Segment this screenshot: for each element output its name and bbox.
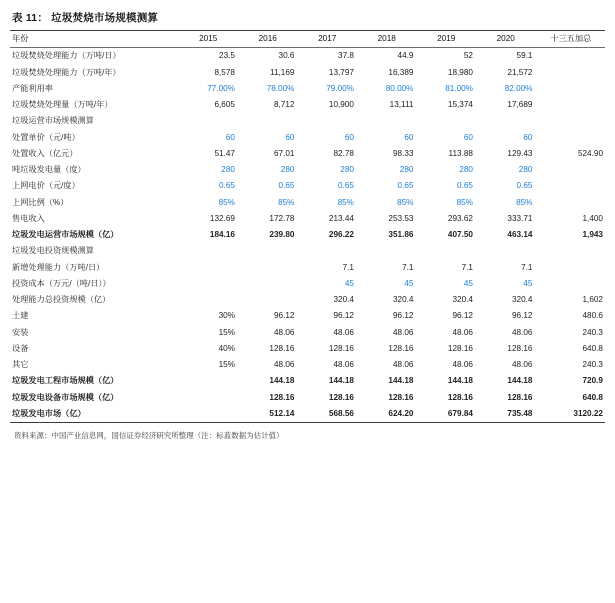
row-value: 128.16 [328,343,354,353]
row-value: 48.06 [452,360,473,369]
row-value: 48.06 [273,327,295,337]
table-row [10,48,605,65]
row-total [534,65,605,81]
row-total [534,81,605,97]
row-value: 6,605 [214,100,235,109]
row-value: 280 [280,165,295,174]
row-label: 处置单价（元/吨） [12,132,80,142]
row-value: 48.06 [511,360,533,369]
row-value: 8,712 [273,100,295,109]
row-value: 85% [516,197,533,207]
row-value: 17,689 [507,100,533,109]
row-label: 土建 [12,311,29,321]
table-row [10,178,605,194]
row-value: 333.71 [507,213,533,223]
row-value: 296.22 [328,230,354,239]
row-label: 其它 [12,360,29,369]
row-value: 16,389 [388,67,414,77]
table-row [10,211,605,227]
row-value: 0.65 [278,181,295,191]
table-row [10,308,605,324]
row-value: 60 [463,132,473,142]
row-value: 213.44 [328,213,354,223]
table-row [10,130,605,146]
row-value: 15% [218,327,235,337]
row-value: 239.80 [269,230,295,239]
row-value: 320.4 [392,295,414,304]
row-value [296,113,356,129]
row-value: 735.48 [475,406,535,423]
row-value: 15% [218,360,235,369]
row-value: 48.06 [333,327,354,337]
row-value: 280 [459,165,473,174]
row-value: 280 [399,165,414,174]
row-value: 132.69 [209,213,235,223]
row-total: 240.3 [582,360,603,369]
row-value: 60 [285,132,295,142]
row-value: 7.1 [342,262,354,272]
row-value: 320.4 [452,295,473,304]
row-value: 96.12 [452,311,473,321]
row-value: 8,578 [214,67,235,77]
row-total: 480.6 [582,311,603,321]
row-value: 82.00% [504,83,533,93]
row-value: 85% [397,197,414,207]
row-total: 240.3 [582,327,603,337]
row-label: 垃圾焚烧处理量（万吨/年） [12,100,113,109]
row-value: 128.16 [388,343,414,353]
row-value: 0.65 [397,181,414,191]
row-value: 48.06 [333,360,354,369]
row-value: 79.00% [326,83,354,93]
row-label: 安装 [12,327,29,337]
table-row [10,390,605,406]
row-label: 售电收入 [12,213,45,223]
row-value [237,113,297,129]
row-value: 48.06 [392,327,414,337]
row-value: 85% [337,197,354,207]
row-value [475,243,535,259]
row-value: 60 [404,132,414,142]
row-value [475,113,535,129]
row-value: 30% [218,311,235,321]
header-total: 十三五加总 [534,31,605,48]
row-value: 128.16 [447,343,473,353]
table-row [10,292,605,308]
row-value [415,113,475,129]
row-value: 7.1 [461,262,473,272]
row-value: 96.12 [392,311,414,321]
row-value [177,243,237,259]
row-value: 80.00% [385,83,414,93]
row-value: 85% [456,197,473,207]
row-value [237,243,297,259]
row-value: 67.01 [273,148,295,158]
row-value: 172.78 [269,213,295,223]
row-value [177,113,237,129]
row-label: 垃圾运营市场规模测算 [12,116,94,126]
row-value: 128.16 [269,343,295,353]
row-value: 0.65 [457,181,473,191]
table-row [10,162,605,178]
table-row [10,97,605,113]
row-value: 98.33 [392,148,414,158]
row-value [296,243,356,259]
row-value [177,292,237,308]
row-total: 1,943 [582,230,603,239]
header-year-2016: 2016 [237,31,297,48]
row-total [534,113,605,129]
row-value: 78.00% [266,83,295,93]
row-value: 48.06 [273,360,295,369]
row-value: 144.18 [328,376,354,386]
header-label: 年份 [10,31,177,48]
row-value: 51.47 [214,148,235,158]
row-label: 垃圾发电投资规模测算 [12,246,94,256]
row-total: 3120.22 [534,406,605,423]
row-label: 上网比例（%） [12,197,69,207]
row-value [177,276,237,292]
row-value: 45 [344,278,354,288]
row-value [237,292,297,308]
row-value: 128.16 [507,343,533,353]
row-value: 23.5 [219,51,235,61]
row-label: 设备 [12,343,29,353]
row-value [415,243,475,259]
row-value [177,390,237,406]
table-row [10,357,605,373]
row-total [534,178,605,194]
row-value: 60 [523,132,533,142]
row-total [534,276,605,292]
row-value: 512.14 [237,406,297,423]
table-title: 表 11： 垃圾焚烧市场规模测算 [12,12,159,24]
row-value: 96.12 [273,311,295,321]
row-label: 垃圾焚烧处理能力（万吨/年） [12,67,121,77]
row-value [356,113,416,129]
row-value: 7.1 [402,262,414,272]
table-row [10,406,605,423]
table-source-note: 资料来源：中国产业信息网，国信证券经济研究所整理（注：标蓝数据为估计值） [14,431,284,440]
table-row [10,227,605,243]
header-year-2020: 2020 [475,31,535,48]
row-total [534,162,605,178]
row-label: 垃圾焚烧处理能力（万吨/日） [12,51,121,61]
row-value: 45 [404,278,414,288]
row-value: 280 [221,165,235,174]
table-body [10,31,605,423]
row-total: 720.9 [582,376,603,386]
row-value: 7.1 [521,262,533,272]
row-total [534,97,605,113]
row-value [237,260,297,276]
row-label: 垃圾发电运营市场规模（亿） [12,230,119,239]
row-total [534,260,605,276]
row-total: 1,400 [582,213,603,223]
row-value: 45 [523,278,533,288]
row-value: 13,797 [328,67,354,77]
row-value: 293.62 [447,213,473,223]
row-value: 85% [278,197,295,207]
header-year-2015: 2015 [177,31,237,48]
row-label: 垃圾发电设备市场规模（亿） [12,392,119,402]
row-value: 15,374 [447,100,473,109]
row-value: 144.18 [507,376,533,386]
row-total [534,48,605,65]
row-value: 184.16 [209,230,235,239]
row-value: 60 [225,132,235,142]
row-value: 18,980 [447,67,473,77]
row-value: 52 [463,51,473,61]
row-value: 13,111 [389,100,414,109]
row-total [534,130,605,146]
row-value: 129.43 [507,148,533,158]
row-label: 新增处理能力（万吨/日） [12,262,105,272]
row-value: 280 [340,165,354,174]
row-value: 60 [344,132,354,142]
table-row [10,81,605,97]
row-value [237,276,297,292]
market-size-table [10,30,605,423]
table-row [10,243,605,259]
row-value: 45 [463,278,473,288]
table-row [10,276,605,292]
row-value: 0.65 [516,181,533,191]
row-label: 投资成本（万元/（吨/日）） [12,278,111,288]
table-row [10,373,605,389]
row-value [356,243,416,259]
row-value: 96.12 [333,311,354,321]
row-value: 85% [218,197,235,207]
row-value: 21,572 [507,67,533,77]
row-value: 144.18 [447,376,473,386]
row-total [534,195,605,211]
row-value: 280 [518,165,533,174]
row-value: 77.00% [207,83,235,93]
table-row [10,341,605,357]
row-value: 81.00% [445,83,473,93]
row-value: 320.4 [511,295,533,304]
row-label: 处理能力总投资规模（亿） [12,295,111,304]
row-value: 128.16 [328,392,354,402]
header-year-2019: 2019 [415,31,475,48]
header-year-2017: 2017 [296,31,356,48]
row-label: 上网电价（元/度） [12,181,80,191]
table-row [10,65,605,81]
row-label: 垃圾发电市场（亿） [10,406,177,423]
table-row [10,325,605,341]
row-value: 128.16 [388,392,414,402]
row-value: 0.65 [338,181,354,191]
row-value [177,373,237,389]
row-value: 144.18 [388,376,414,386]
row-value: 30.6 [278,51,295,61]
row-value: 48.06 [392,360,414,369]
row-value: 37.8 [338,51,354,61]
row-value: 144.18 [269,376,295,386]
row-total: 640.8 [582,392,603,402]
row-value: 0.65 [219,181,235,191]
row-label: 处置收入（亿元） [12,148,78,158]
row-total: 524.90 [577,148,603,158]
table-row [10,113,605,129]
row-total [534,243,605,259]
row-value: 48.06 [452,327,473,337]
table-row [10,260,605,276]
row-value: 128.16 [507,392,533,402]
row-label: 产能利用率 [12,83,53,93]
table-row [10,195,605,211]
row-value: 11,169 [270,67,295,77]
row-label: 垃圾发电工程市场规模（亿） [12,376,119,386]
row-value: 351.86 [388,230,414,239]
row-value: 320.4 [333,295,354,304]
table-row [10,146,605,162]
row-value [177,260,237,276]
row-value: 253.53 [388,213,414,223]
row-value: 113.88 [448,148,473,158]
row-value: 82.78 [333,148,354,158]
row-value [177,406,237,423]
row-value: 48.06 [511,327,533,337]
row-value: 128.16 [269,392,295,402]
header-year-2018: 2018 [356,31,416,48]
row-value: 624.20 [356,406,416,423]
row-value: 463.14 [507,230,533,239]
row-value: 128.16 [447,392,473,402]
row-value: 10,900 [328,100,354,109]
row-label: 吨垃圾发电量（度） [12,165,86,174]
row-value: 40% [218,343,235,353]
row-value: 679.84 [415,406,475,423]
row-value: 568.56 [296,406,356,423]
row-value: 407.50 [447,230,473,239]
row-value: 44.9 [397,51,414,61]
table-header-row [10,31,605,48]
row-total: 1,602 [582,295,603,304]
row-total: 640.8 [582,343,603,353]
row-value: 96.12 [511,311,533,321]
row-value: 59.1 [516,51,533,61]
